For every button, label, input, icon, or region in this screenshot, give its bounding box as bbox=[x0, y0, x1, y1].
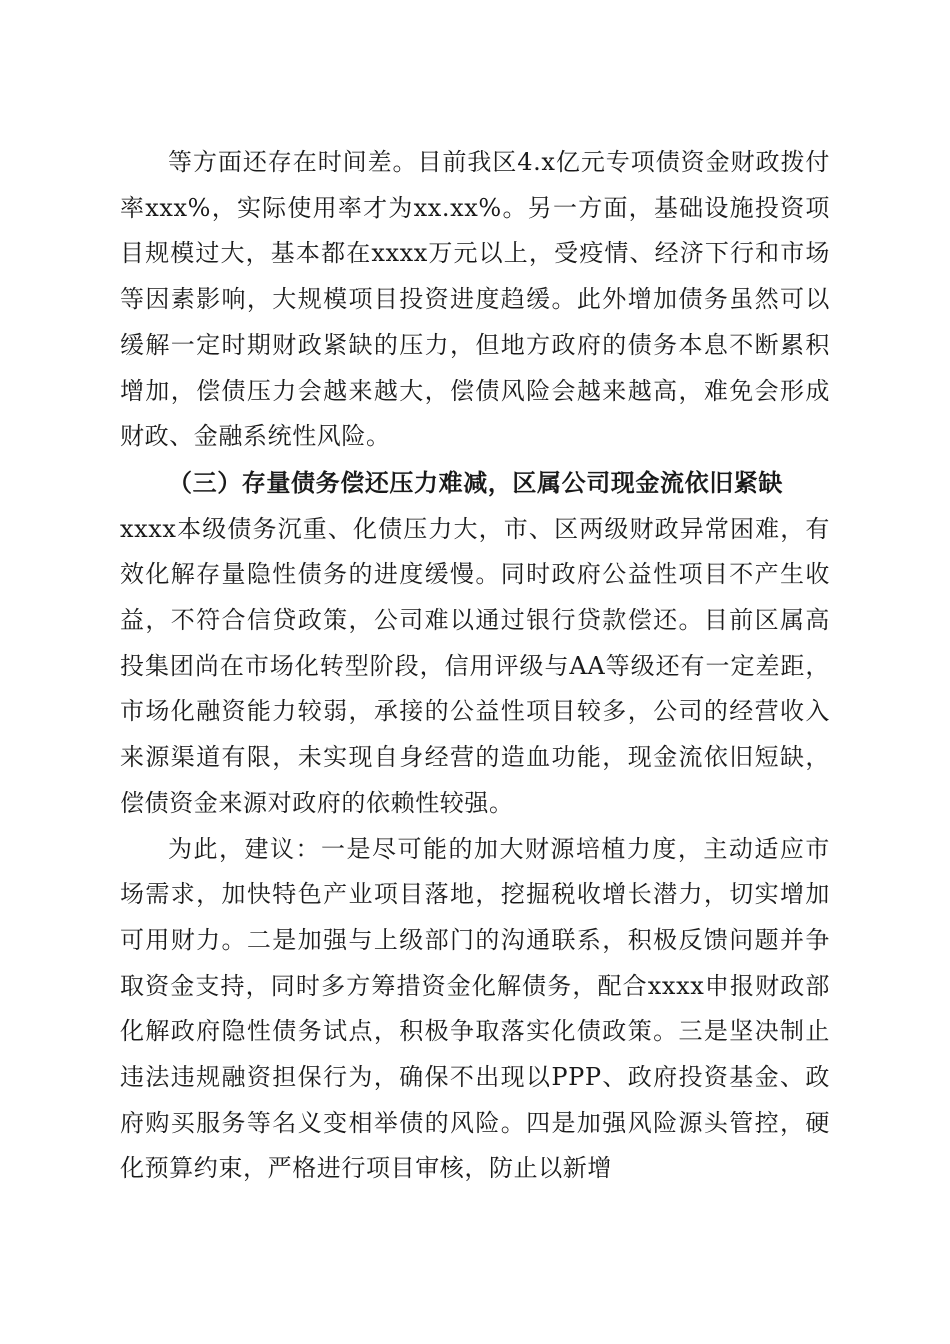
section-heading: （三）存量债务偿还压力难减，区属公司现金流依旧紧缺 bbox=[168, 467, 783, 497]
paragraph-text: xxxx本级债务沉重、化债压力大，市、区两级财政异常困难，有效化解存量隐性债务的进度缓慢。同时政府公益性项目不产生收益，不符合信贷政策，公司难以通过银行贷款偿还。目前区属高投集团尚在市场化转型阶段，信用评级与AA等级还有一定差距，市场化融资能力较弱，承接的公益性项目较多，公司的经营收入来源渠道有限，未实现自身经营的造血功能，现金流依旧短缺，偿债资金来源对政府的依赖性较强。 bbox=[120, 514, 830, 817]
paragraph-text: 等方面还存在时间差。目前我区4.x亿元专项债资金财政拨付率xxx%，实际使用率才为xx.xx%。另一方面，基础设施投资项目规模过大，基本都在xxxx万元以上，受疫情、经济下行和市场等因素影响，大规模项目投资进度趋缓。此外增加债务虽然可以缓解一定时期财政紧缺的压力，但地方政府的债务本息不断累积增加，偿债压力会越来越大，偿债风险会越来越高，难免会形成财政、金融系统性风险。 bbox=[120, 148, 830, 451]
paragraph-debt-repayment bbox=[120, 460, 830, 827]
paragraph-suggestions bbox=[120, 827, 830, 1193]
document-body bbox=[120, 140, 830, 1192]
paragraph-time-gap bbox=[120, 140, 830, 460]
paragraph-text: 为此，建议：一是尽可能的加大财源培植力度，主动适应市场需求，加快特色产业项目落地，挖掘税收增长潜力，切实增加可用财力。二是加强与上级部门的沟通联系，积极反馈问题并争取资金支持，同时多方筹措资金化解债务，配合xxxx申报财政部化解政府隐性债务试点，积极争取落实化债政策。三是坚决制止违法违规融资担保行为，确保不出现以PPP、政府投资基金、政府购买服务等名义变相举债的风险。四是加强风险源头管控，硬化预算约束，严格进行项目审核，防止以新增 bbox=[120, 834, 830, 1183]
